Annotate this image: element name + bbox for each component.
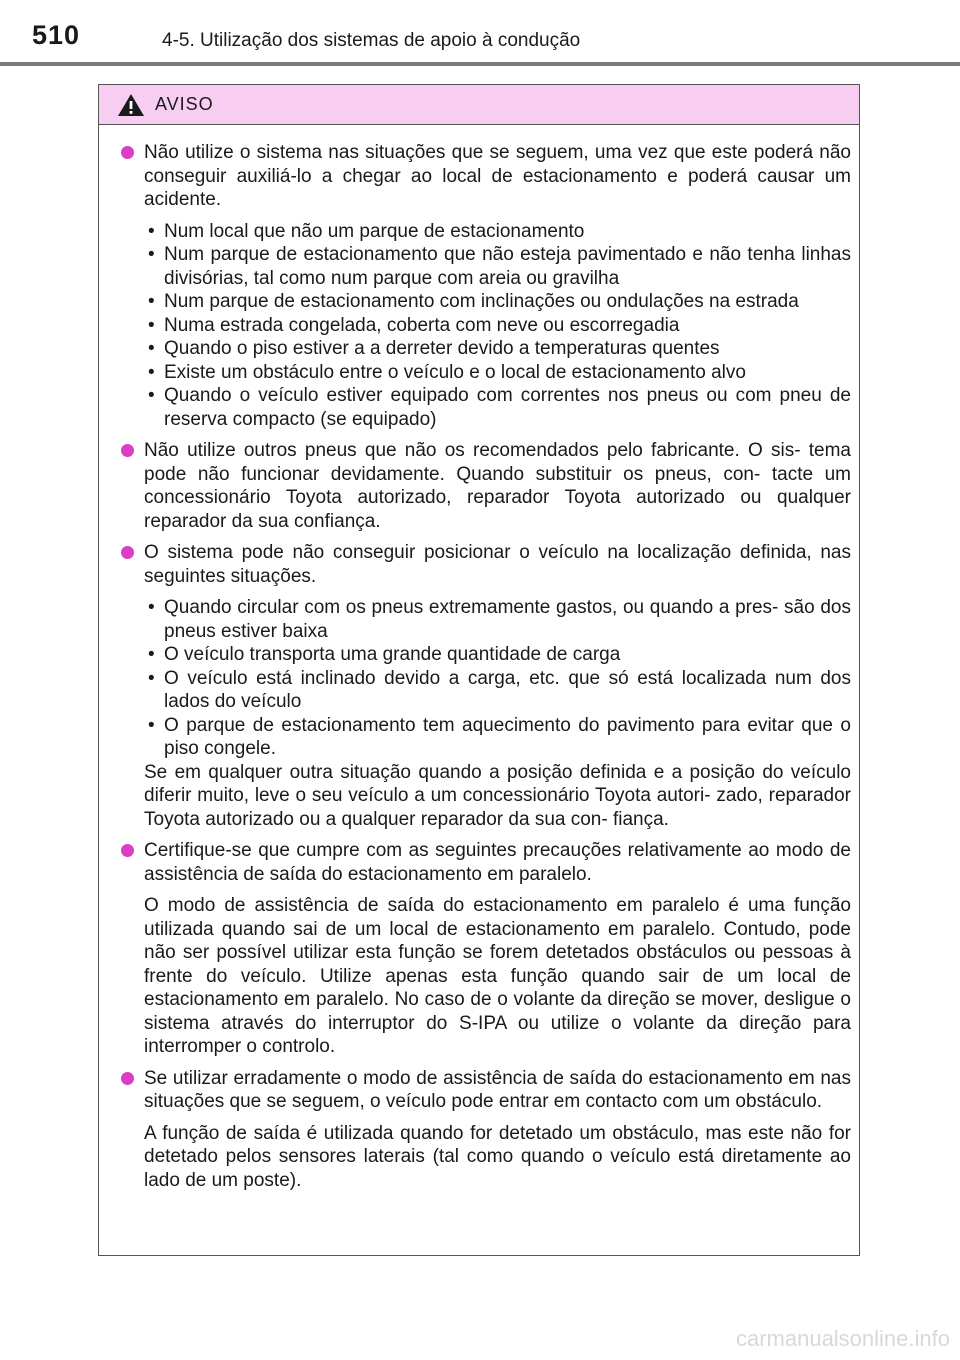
warning-item xyxy=(107,1067,851,1193)
bullet-dot-icon xyxy=(121,1072,134,1085)
sub-list-item: • Existe um obstáculo entre o veículo e o local de estacionamento alvo xyxy=(148,361,746,383)
section-title: 4-5. Utilização dos sistemas de apoio à condução xyxy=(162,30,581,51)
sub-list-item: • Quando circular com os pneus extremamente gastos, ou quando a pres- são dos pneus estiver baixa xyxy=(148,597,851,642)
sub-list-item: • O veículo está inclinado devido a carga, etc. que só está localizada num dos lados do veículo xyxy=(148,667,851,712)
sub-list-item: • Num local que não um parque de estacionamento xyxy=(148,220,585,242)
warning-header xyxy=(99,85,859,125)
warning-title: AVISO xyxy=(155,94,214,114)
sub-list-item: • Num parque de estacionamento com inclinações ou ondulações na estrada xyxy=(148,291,799,312)
warning-item-text: Certifique-se que cumpre com as seguintes precauções relativamente ao modo de assistência de saída do estacionamento em paralelo. xyxy=(144,840,851,885)
bullet-dot-icon xyxy=(121,844,134,857)
warning-triangle-icon xyxy=(117,93,145,117)
warning-item-note: A função de saída é utilizada quando for detetado um obstáculo, mas este não for detetado pelos sensores laterais (tal como quando o veículo está diretamente ao lado de um poste). xyxy=(144,1122,851,1191)
warning-item-text: Não utilize o sistema nas situações que se seguem, uma vez que este poderá não conseguir auxiliá-lo a chegar ao local de estacionamento e poderá causar um acidente. xyxy=(144,142,851,210)
bullet-dot-icon xyxy=(121,146,134,159)
warning-body xyxy=(99,125,859,1192)
sub-list-item: • O parque de estacionamento tem aquecimento do pavimento para evitar que o piso congele. xyxy=(148,714,851,759)
warning-item xyxy=(107,141,851,431)
sub-list-item: • O veículo transporta uma grande quantidade de carga xyxy=(148,644,621,665)
sub-list xyxy=(144,596,851,761)
sub-list-item: • Numa estrada congelada, coberta com neve ou escorregadia xyxy=(148,314,680,336)
warning-item xyxy=(107,541,851,831)
bullet-dot-icon xyxy=(121,444,134,457)
bullet-dot-icon xyxy=(121,546,134,559)
warning-item-text: O sistema pode não conseguir posicionar o veículo na localização definida, nas seguintes situações. xyxy=(144,542,851,587)
page-number: 510 xyxy=(32,20,81,50)
warning-box xyxy=(98,84,860,1256)
sub-list xyxy=(144,220,851,432)
watermark: carmanualsonline.info xyxy=(735,1326,950,1351)
warning-item-text: Não utilize outros pneus que não os recomendados pelo fabricante. O sis- tema pode não funcionar devidamente. Quando substituir os pneus, con- tacte um concessionário Toyota autorizado, reparador Toyota autorizado ou qualquer reparador da sua confiança. xyxy=(144,440,851,532)
warning-item xyxy=(107,839,851,1059)
warning-item xyxy=(107,439,851,533)
warning-item-text: Se utilizar erradamente o modo de assistência de saída do estacionamento em nas situações que se seguem, o veículo pode entrar em contacto com um obstáculo. xyxy=(144,1067,851,1112)
warning-item-note: O modo de assistência de saída do estacionamento em paralelo é uma função utilizada quando sai de um local de estacionamento em paralelo. Contudo, pode não ser possível utilizar esta função se forem detetados obstáculos ou pessoas à frente do veículo. Utilize apenas esta função quando sair de um local de estacionamento em paralelo. No caso de o volante da direção se mover, desligue o sistema através do interruptor do S-IPA ou utilize o volante da direção para interromper o controlo. xyxy=(144,895,851,1057)
sub-list-item: • Quando o piso estiver a a derreter devido a temperaturas quentes xyxy=(148,338,720,359)
header-rule xyxy=(0,62,960,66)
sub-list-item: • Quando o veículo estiver equipado com correntes nos pneus ou com pneu de reserva compacto (se equipado) xyxy=(148,385,851,430)
warning-item-note: Se em qualquer outra situação quando a posição definida e a posição do veículo diferir muito, leve o seu veículo a um concessionário Toyota autori- zado, reparador Toyota autorizado ou a qualquer reparador da sua con- fiança. xyxy=(144,761,851,830)
sub-list-item: • Num parque de estacionamento que não esteja pavimentado e não tenha linhas divisórias, tal como num parque com areia ou gravilha xyxy=(148,244,851,289)
